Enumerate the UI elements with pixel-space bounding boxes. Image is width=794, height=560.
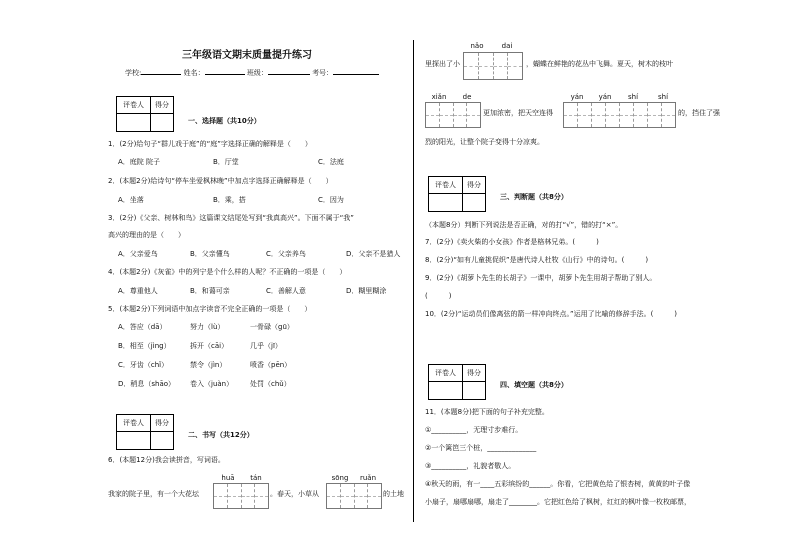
q7-intro: （本题8分）判断下列说法是否正确，对的打“√”，错的打“×”。 [425, 221, 623, 229]
pinyin: tán [250, 474, 262, 482]
writing-grid-xiande[interactable] [425, 102, 481, 128]
q3-option-d[interactable]: D．父亲不是猎人 [346, 250, 401, 258]
q5-option-c-2: 禁令（jìn） [190, 361, 227, 369]
writing-grid-yanyanshishi[interactable] [563, 102, 676, 128]
q11-item-2[interactable]: ②一个篱笆三个桩，______________ [425, 444, 537, 452]
score-label: 得分 [462, 177, 486, 194]
grader-label: 评卷人 [117, 415, 151, 432]
column-divider [413, 40, 414, 522]
q4-option-c[interactable]: C．善解人意 [266, 287, 306, 295]
question-5: 5．(本题2分)下列词语中加点字读音不完全正确的一项是（ ） [108, 305, 312, 313]
q4-option-d[interactable]: D．糊里糊涂 [346, 287, 387, 295]
pinyin: shí [657, 93, 669, 101]
q5-option-b-3: 几乎（jī） [250, 342, 282, 350]
school-field[interactable] [141, 66, 181, 75]
score-box-3 [428, 176, 486, 212]
q2-option-a[interactable]: A．坐落 [118, 196, 144, 204]
pinyin: ruǎn [359, 474, 377, 482]
pinyin: shí [627, 93, 639, 101]
section-title-3: 三、判断题（共8分） [500, 193, 568, 201]
school-label: 学校: [125, 69, 142, 77]
q11-item-3[interactable]: ③__________，礼貌者敬人。 [425, 462, 516, 470]
id-label: 考号： [312, 69, 334, 77]
q6-text-b: 。春天，小草从 [270, 490, 319, 498]
name-field[interactable] [205, 66, 245, 75]
q3-option-a[interactable]: A．父亲爱鸟 [118, 250, 158, 258]
grader-label: 评卷人 [429, 365, 463, 382]
q5-option-a-3: 一骨碌（gū） [250, 323, 294, 331]
q2-option-c[interactable]: C．因为 [318, 196, 344, 204]
pinyin: nǎo [470, 42, 484, 50]
q11-item-4[interactable]: ④秋天的雨，有一____五彩缤纷的______。你看，它把黄色给了银杏树，黄黄的叶子像 [425, 480, 691, 488]
question-11: 11．(本题8分)把下面的句子补充完整。 [425, 408, 549, 416]
q11-item-4-cont[interactable]: 小扇子，扇哪扇哪，扇走了________。它把红色给了枫树，红红的枫叶像一枚枚邮票， [425, 498, 691, 506]
name-label: 姓名： [183, 69, 205, 77]
q5-option-c-3: 喷香（pēn） [250, 361, 292, 369]
q5-option-d-2: 卷入（juàn） [190, 380, 234, 388]
score-label: 得分 [150, 415, 174, 432]
writing-grid-songruan[interactable] [326, 483, 382, 509]
q2-option-b[interactable]: B．乘，搭 [213, 196, 246, 204]
question-10: 10．(2分)“运动员们像离弦的箭一样冲向终点。”运用了比喻的修辞手法。( ) [425, 310, 678, 318]
r-line3: 烈的阳光，让整个院子变得十分凉爽。 [425, 138, 544, 146]
pinyin: yán [598, 93, 612, 101]
r-line2-b: 更加浓密，把天空连得 [483, 109, 553, 117]
score-label: 得分 [462, 365, 486, 382]
section-title-1: 一、选择题（共10分） [188, 117, 261, 125]
question-8: 8．(2分)“如有儿童挑促织”是唐代诗人杜牧《山行》中的诗句。( ) [425, 256, 649, 264]
question-2: 2．(本题2分)给诗句“停车坐爱枫林晚”中加点字选择正确解释是（ ） [108, 177, 333, 185]
q1-option-b[interactable]: B．厅堂 [213, 158, 239, 166]
question-3-cont: 高兴的理由的是（ ） [108, 231, 185, 239]
q11-item-1[interactable]: ①__________，无理寸步难行。 [425, 426, 523, 434]
q3-option-b[interactable]: B．父亲懂鸟 [190, 250, 230, 258]
question-4: 4．(本题2分)《灰雀》中的列宁是个什么样的人呢？不正确的一项是（ ） [108, 268, 347, 276]
question-3: 3．(2分)《父亲、树林和鸟》这篇课文结尾处写到“我真高兴”。下面不属于“我” [108, 214, 354, 222]
section-title-2: 二、书写（共12分） [188, 431, 254, 439]
score-label: 得分 [150, 97, 174, 114]
r-line1-a: 里探出了小 [425, 60, 460, 68]
pinyin: xiǎn [431, 93, 447, 101]
pinyin: de [462, 93, 472, 101]
q5-option-a-2: 努力（lù） [190, 323, 225, 331]
q4-option-a[interactable]: A．尊重他人 [118, 287, 158, 295]
grader-label: 评卷人 [429, 177, 463, 194]
writing-grid-huatan[interactable] [213, 483, 269, 509]
q5-option-c-1[interactable]: C．牙齿（chǐ） [118, 361, 169, 369]
q1-option-c[interactable]: C．法庭 [318, 158, 344, 166]
q5-option-b-2: 拆开（cāi） [190, 342, 229, 350]
r-line2-c: 的，挡住了强 [678, 109, 720, 117]
question-7: 7．(2分)《卖火柴的小女孩》作者是格林兄弟。( ) [425, 238, 599, 246]
grader-label: 评卷人 [117, 97, 151, 114]
question-6: 6．(本题12分)我会读拼音，写词语。 [108, 456, 225, 464]
score-box-1 [116, 96, 174, 132]
q5-option-a-1[interactable]: A．答应（dā） [118, 323, 167, 331]
q3-option-c[interactable]: C．父亲养鸟 [266, 250, 306, 258]
writing-grid-naodai[interactable] [463, 52, 523, 80]
score-box-4 [428, 364, 486, 400]
student-info-line [125, 66, 379, 78]
class-label: 班级： [246, 69, 268, 77]
question-9-answer[interactable]: ( ) [425, 292, 452, 300]
pinyin: sōng [331, 474, 349, 482]
pinyin: yán [570, 93, 584, 101]
score-box-2 [116, 414, 174, 450]
r-line1-b: ，蝴蝶在鲜艳的花丛中飞舞。夏天，树木的枝叶 [526, 60, 673, 68]
q1-option-a[interactable]: A．庭院 院子 [118, 158, 161, 166]
q6-text-c: 的土地 [383, 490, 404, 498]
section-title-4: 四、填空题（共8分） [500, 381, 568, 389]
id-field[interactable] [333, 66, 379, 75]
question-1: 1．(2分)给句子“群儿戏于庭”的“庭”字选择正确的解释是（ ） [108, 140, 312, 148]
page-title: 三年级语文期末质量提升练习 [182, 50, 312, 61]
q5-option-b-1[interactable]: B．相至（jìng） [118, 342, 171, 350]
pinyin: dai [501, 42, 513, 50]
question-9: 9．(2分)《胡萝卜先生的长胡子》一课中，胡萝卜先生用胡子帮助了别人。 [425, 274, 657, 282]
class-field[interactable] [268, 66, 310, 75]
pinyin: huā [221, 474, 235, 482]
q5-option-d-1[interactable]: D．稍息（shāo） [118, 380, 176, 388]
q5-option-d-3: 处罚（chǔ） [250, 380, 291, 388]
q4-option-b[interactable]: B．和蔼可亲 [190, 287, 230, 295]
q6-text-a: 我家的院子里，有一个大花坛 [108, 490, 199, 498]
